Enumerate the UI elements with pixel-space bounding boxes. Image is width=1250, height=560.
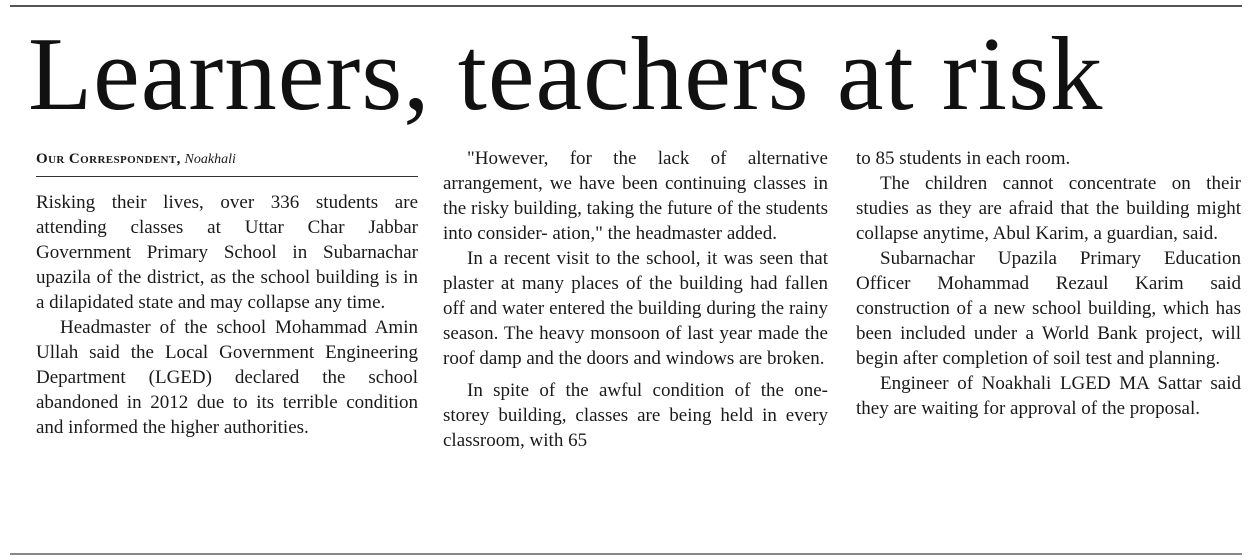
paragraph-5: In spite of the awful condition of the one-storey building, classes are being held in every classroom, with 65 bbox=[443, 380, 828, 451]
column-3 bbox=[856, 146, 1241, 421]
byline-name: Our Correspondent, bbox=[36, 151, 181, 167]
paragraph-1: Risking their lives, over 336 students are attending classes at Uttar Char Jabbar Government Primary School in Subarnachar upazila of the district, as the school building is in a dilapidated state and may collapse any time. bbox=[36, 192, 418, 313]
top-rule bbox=[10, 5, 1242, 7]
paragraph-7: Subarnachar Upazila Primary Education Officer Mohammad Rezaul Karim said construction of a new school building, which has been included under a World Bank project, will begin after completion of soil test and planning. bbox=[856, 248, 1241, 369]
column-1 bbox=[36, 190, 418, 440]
column-2 bbox=[443, 146, 828, 453]
bottom-rule bbox=[10, 553, 1242, 555]
paragraph-4: In a recent visit to the school, it was seen that plaster at many places of the building had fallen off and water entered the building during the rainy season. The heavy monsoon of last year made the roof damp and the doors and windows are broken. bbox=[443, 248, 828, 369]
headline: Learners, teachers at risk bbox=[28, 15, 1104, 132]
byline bbox=[36, 148, 418, 177]
byline-place: Noakhali bbox=[184, 152, 236, 167]
paragraph-8: Engineer of Noakhali LGED MA Sattar said they are waiting for approval of the proposal. bbox=[856, 373, 1241, 419]
paragraph-6: The children cannot concentrate on their studies as they are afraid that the building might collapse anytime, Abul Karim, a guardian, said. bbox=[856, 173, 1241, 244]
paragraph-2: Headmaster of the school Mohammad Amin Ullah said the Local Government Engineering Department (LGED) declared the school abandoned in 2012 due to its terrible condition and informed the higher authorities. bbox=[36, 317, 418, 438]
paragraph-3: "However, for the lack of alternative arrangement, we have been continuing classes in the risky building, taking the future of the students into consider- ation," the headmaster added. bbox=[443, 148, 828, 244]
paragraph-5-continued: to 85 students in each room. bbox=[856, 148, 1071, 169]
